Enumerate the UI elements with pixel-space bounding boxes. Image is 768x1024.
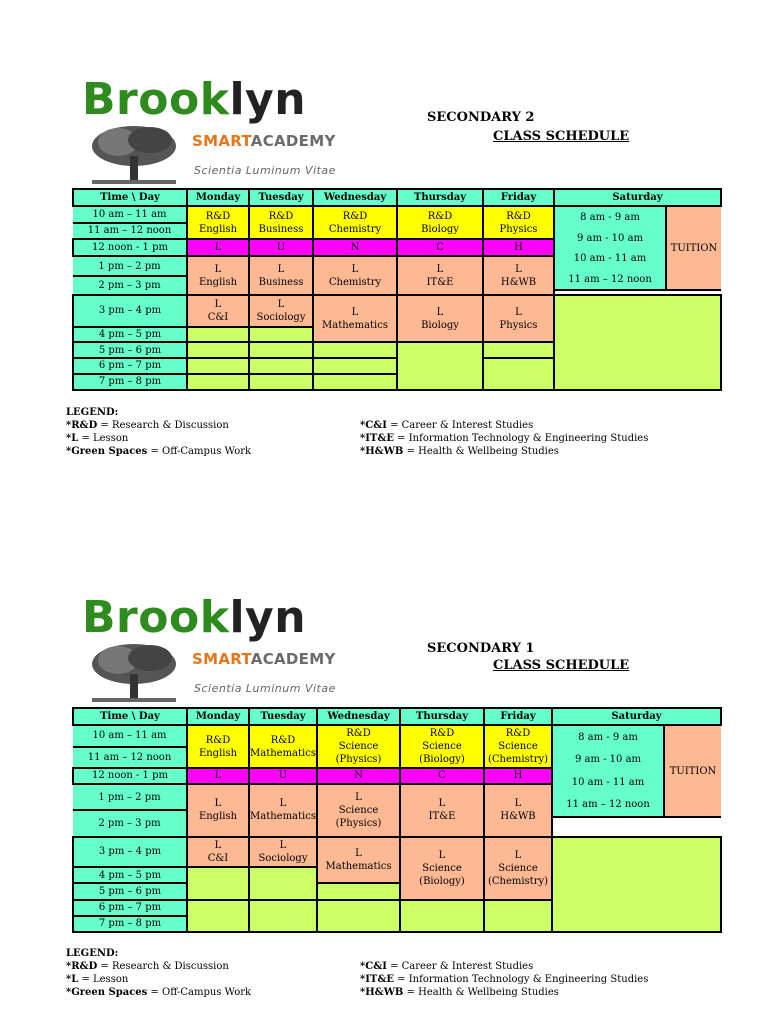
schedule-title: CLASS SCHEDULE: [493, 129, 630, 144]
cell-lesson: L Sociology: [249, 837, 317, 867]
tuition-cell: TUITION: [664, 726, 721, 817]
header-monday: Monday: [187, 708, 249, 725]
green-space: [187, 900, 249, 933]
brand-name: Brooklyn: [82, 74, 307, 125]
lunch-cell: N: [313, 239, 397, 256]
cell-rd-monday: R&D English: [187, 725, 249, 768]
cell-rd-friday: R&D Physics: [483, 206, 554, 239]
header-tuesday: Tuesday: [249, 708, 317, 725]
cell-rd-thursday: R&D Biology: [397, 206, 483, 239]
green-space: [187, 374, 249, 390]
lunch-cell: U: [249, 768, 317, 784]
cell-lesson: L C&I: [187, 837, 249, 867]
saturday-block: 8 am - 9 am 9 am - 10 am 10 am - 11 am 11 am – 12 noon TUITION: [554, 206, 721, 295]
header-wednesday: Wednesday: [313, 189, 397, 206]
green-space-saturday: [552, 837, 721, 932]
green-space: [397, 342, 483, 390]
cell-rd-thursday: R&D Science (Biology): [400, 725, 484, 768]
academy-name: SMARTACADEMY: [192, 650, 336, 668]
schedule-block-secondary-2: [0, 0, 768, 470]
time-cell: 6 pm – 7 pm: [73, 900, 187, 916]
cell-lesson: L Business: [249, 256, 313, 295]
saturday-block: 8 am - 9 am 9 am - 10 am 10 am - 11 am 11 am – 12 noon TUITION: [552, 725, 721, 836]
cell-lesson: L IT&E: [400, 784, 484, 837]
header-time-day: Time \ Day: [73, 189, 187, 206]
header-monday: Monday: [187, 189, 249, 206]
cell-lesson: L English: [187, 784, 249, 837]
header-saturday: Saturday: [552, 708, 721, 725]
time-cell: 6 pm – 7 pm: [73, 358, 187, 373]
time-cell: 3 pm – 4 pm: [73, 837, 187, 867]
time-cell: 10 am – 11 am 11 am – 12 noon: [73, 206, 187, 239]
level-title: SECONDARY 2: [427, 110, 535, 125]
schedule-table: [72, 707, 722, 933]
green-space: [249, 342, 313, 358]
time-cell: 12 noon - 1 pm: [73, 768, 187, 784]
green-space: [484, 900, 552, 933]
legend-left: LEGEND: *R&D = Research & Discussion *L = Lesson *Green Spaces = Off-Campus Work: [66, 948, 252, 998]
time-cell: 4 pm – 5 pm: [73, 867, 187, 883]
header-tuesday: Tuesday: [249, 189, 313, 206]
header-wednesday: Wednesday: [317, 708, 400, 725]
green-space: [313, 342, 397, 358]
green-space: [313, 374, 397, 390]
lunch-cell: U: [249, 239, 313, 256]
green-space-saturday: [554, 295, 721, 390]
cell-lesson: L H&WB: [483, 256, 554, 295]
cell-rd-wednesday: R&D Chemistry: [313, 206, 397, 239]
lunch-cell: C: [397, 239, 483, 256]
green-space: [249, 900, 317, 933]
motto: Scientia Luminum Vitae: [194, 682, 336, 695]
time-cell: 10 am – 11 am 11 am – 12 noon: [73, 725, 187, 768]
motto: Scientia Luminum Vitae: [194, 164, 336, 177]
header-thursday: Thursday: [397, 189, 483, 206]
cell-lesson: L Physics: [483, 295, 554, 342]
cell-rd-wednesday: R&D Science (Physics): [317, 725, 400, 768]
time-cell: 1 pm – 2 pm 2 pm – 3 pm: [73, 256, 187, 295]
time-cell: 7 pm – 8 pm: [73, 916, 187, 932]
cell-rd-tuesday: R&D Mathematics: [249, 725, 317, 768]
cell-lesson: L Mathematics: [249, 784, 317, 837]
tuition-cell: TUITION: [666, 207, 721, 290]
cell-lesson: L Sociology: [249, 295, 313, 327]
header-friday: Friday: [484, 708, 552, 725]
lunch-cell: L: [187, 768, 249, 784]
green-space: [249, 867, 317, 899]
green-space: [187, 867, 249, 899]
legend-left: LEGEND: *R&D = Research & Discussion *L = Lesson *Green Spaces = Off-Campus Work: [66, 407, 252, 457]
brooklyn-logo: [82, 74, 342, 188]
green-space: [187, 358, 249, 373]
time-cell: 7 pm – 8 pm: [73, 374, 187, 390]
lunch-cell: C: [400, 768, 484, 784]
header-saturday: Saturday: [554, 189, 721, 206]
green-space: [317, 883, 400, 899]
cell-lesson: L Mathematics: [313, 295, 397, 342]
lunch-cell: L: [187, 239, 249, 256]
time-cell: 4 pm – 5 pm: [73, 327, 187, 342]
cell-lesson: L C&I: [187, 295, 249, 327]
green-space: [249, 358, 313, 373]
time-cell: 3 pm – 4 pm: [73, 295, 187, 327]
green-space: [249, 327, 313, 342]
cell-lesson: L Chemistry: [313, 256, 397, 295]
time-cell: 1 pm – 2 pm 2 pm – 3 pm: [73, 784, 187, 837]
green-space: [400, 900, 484, 933]
cell-lesson: L Mathematics: [317, 837, 400, 884]
cell-lesson: L Science (Chemistry): [484, 837, 552, 900]
brooklyn-logo: [82, 592, 342, 706]
green-space: [483, 342, 554, 358]
schedule-table: [72, 188, 722, 391]
time-cell: 5 pm – 6 pm: [73, 883, 187, 899]
cell-rd-tuesday: R&D Business: [249, 206, 313, 239]
green-space: [313, 358, 397, 373]
cell-lesson: L English: [187, 256, 249, 295]
cell-lesson: L Science (Physics): [317, 784, 400, 837]
green-space: [187, 327, 249, 342]
legend-right: *C&I = Career & Interest Studies *IT&E = Information Technology & Engineering Studies *H&WB = Health & Wellbeing Studies: [360, 961, 649, 998]
tree-icon: [88, 640, 180, 706]
schedule-title: CLASS SCHEDULE: [493, 658, 630, 673]
brand-name: Brooklyn: [82, 592, 307, 643]
cell-rd-friday: R&D Science (Chemistry): [484, 725, 552, 768]
header-friday: Friday: [483, 189, 554, 206]
header-thursday: Thursday: [400, 708, 484, 725]
tree-icon: [88, 122, 180, 188]
cell-lesson: L H&WB: [484, 784, 552, 837]
cell-lesson: L IT&E: [397, 256, 483, 295]
green-space: [483, 358, 554, 390]
lunch-cell: N: [317, 768, 400, 784]
green-space: [317, 900, 400, 933]
lunch-cell: H: [483, 239, 554, 256]
lunch-cell: H: [484, 768, 552, 784]
cell-rd-monday: R&D English: [187, 206, 249, 239]
academy-name: SMARTACADEMY: [192, 132, 336, 150]
cell-lesson: L Science (Biology): [400, 837, 484, 900]
green-space: [187, 342, 249, 358]
cell-lesson: L Biology: [397, 295, 483, 342]
legend-right: *C&I = Career & Interest Studies *IT&E = Information Technology & Engineering Studies *H&WB = Health & Wellbeing Studies: [360, 420, 649, 457]
time-cell: 5 pm – 6 pm: [73, 342, 187, 358]
green-space: [249, 374, 313, 390]
level-title: SECONDARY 1: [427, 641, 535, 656]
header-time-day: Time \ Day: [73, 708, 187, 725]
time-cell: 12 noon - 1 pm: [73, 239, 187, 256]
